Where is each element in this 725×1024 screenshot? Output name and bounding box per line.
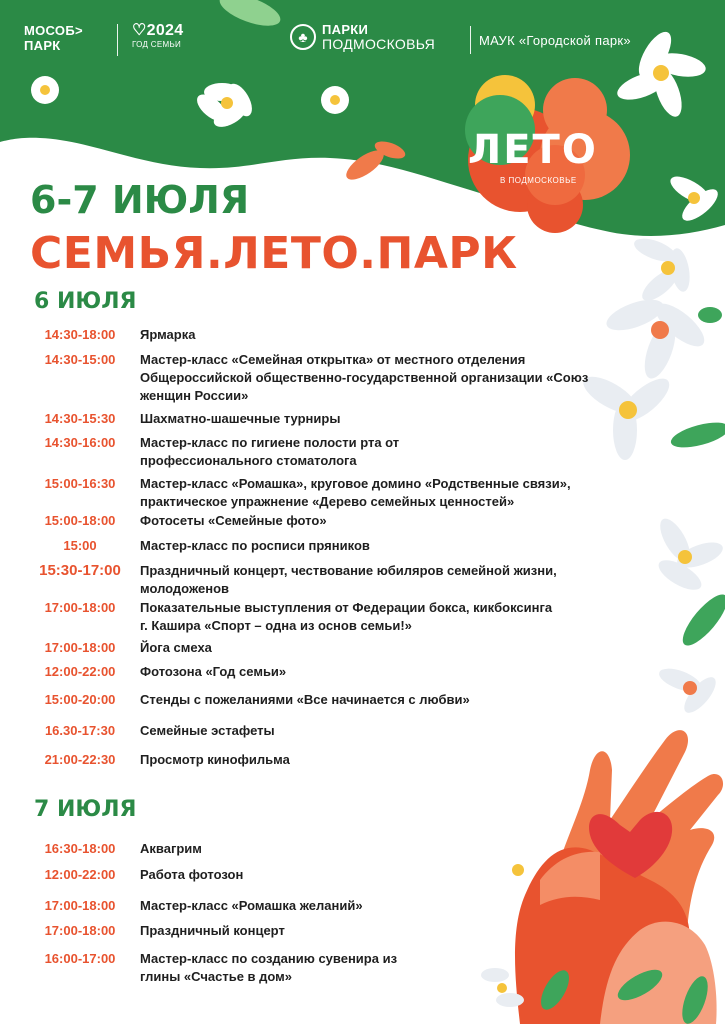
schedule-text: Мастер-класс «Ромашка», круговое домино «Родственные связи», практическое упражнение «Дерево семейных ценностей» <box>140 476 571 509</box>
schedule-time: 15:00-20:00 <box>44 692 116 707</box>
schedule-text: Мастер-класс по росписи пряников <box>140 538 370 553</box>
logo-mosobpark <box>24 23 83 53</box>
logo-mosobpark-line1: МОСОБ> <box>24 23 83 38</box>
logo-parki-line1: ПАРКИ <box>322 22 369 37</box>
schedule-time: 16:30-18:00 <box>44 841 116 856</box>
logo-mosobpark-line2: ПАРК <box>24 38 61 53</box>
schedule-text: Праздничный концерт <box>140 923 285 938</box>
schedule-text: Аквагрим <box>140 841 202 856</box>
schedule-text: Стенды с пожеланиями «Все начинается с любви» <box>140 692 470 707</box>
schedule-time: 14:30-15:00 <box>44 352 116 367</box>
schedule-time: 14:30-16:00 <box>44 435 116 450</box>
schedule-time: 17:00-18:00 <box>44 640 116 655</box>
schedule-time: 17:00-18:00 <box>44 898 116 913</box>
schedule-text: Просмотр кинофильма <box>140 752 290 767</box>
logo-divider <box>470 26 471 54</box>
logo-year-of-family <box>132 22 183 50</box>
logo-year: 2024 <box>146 22 184 39</box>
schedule-text: Фотозона «Год семьи» <box>140 664 287 679</box>
schedule-text: Мастер-класс «Ромашка желаний» <box>140 898 363 913</box>
logo-year-sub: ГОД СЕМЬИ <box>132 40 182 49</box>
logo-parki-line2: ПОДМОСКОВЬЯ <box>322 36 435 52</box>
leto-badge-title: ЛЕТО <box>468 127 598 173</box>
headline-title: СЕМЬЯ.ЛЕТО.ПАРК <box>30 228 518 279</box>
schedule-text: Йога смеха <box>140 640 212 655</box>
logo-parki-podmoskovya <box>322 22 435 52</box>
schedule-time: 17:00-18:00 <box>44 923 116 938</box>
schedule-time: 14:30-15:30 <box>44 411 116 426</box>
schedule-text: Мастер-класс по гигиене полости рта от профессионального стоматолога <box>140 435 400 468</box>
schedule-text: Ярмарка <box>140 327 196 342</box>
schedule-time: 15:00-18:00 <box>44 513 116 528</box>
schedule-time: 16.30-17:30 <box>44 723 116 738</box>
logo-mauk <box>479 33 631 48</box>
schedule-time: 12:00-22:00 <box>44 664 116 679</box>
schedule-text: Семейные эстафеты <box>140 723 275 738</box>
day2-title: 7 ИЮЛЯ <box>34 797 137 822</box>
schedule-time: 15:00 <box>63 538 97 553</box>
logo-divider <box>117 24 118 56</box>
leto-badge-subtitle: В ПОДМОСКОВЬЕ <box>500 176 577 185</box>
logo-mauk-text: МАУК «Городской парк» <box>479 33 631 48</box>
schedule-text: Праздничный концерт, чествование юбиляров семейной жизни, молодоженов <box>140 563 557 596</box>
schedule-time: 21:00-22:30 <box>44 752 116 767</box>
schedule-text: Фотосеты «Семейные фото» <box>140 513 327 528</box>
schedule-text: Работа фотозон <box>140 867 244 882</box>
schedule-time: 15:30-17:00 <box>39 562 121 579</box>
schedule-time: 14:30-18:00 <box>44 327 116 342</box>
schedule-time: 16:00-17:00 <box>44 951 116 966</box>
schedule-time: 15:00-16:30 <box>44 476 116 491</box>
park-tree-icon: ♣ <box>290 24 316 50</box>
heart-icon: ♡ <box>132 22 147 39</box>
hands-illustration <box>481 730 723 1024</box>
headline-dates: 6-7 ИЮЛЯ <box>30 178 250 222</box>
schedule-text: Шахматно-шашечные турниры <box>140 411 341 426</box>
schedule-time: 12:00-22:00 <box>44 867 116 882</box>
schedule-time: 17:00-18:00 <box>44 600 116 615</box>
header-daisy-left <box>31 76 59 104</box>
schedule-text: Мастер-класс «Семейная открытка» от местного отделения Общероссийской общественно-государственной организации «Союз женщин России» <box>140 352 589 403</box>
schedule-text: Показательные выступления от Федерации бокса, кикбоксинга г. Кашира «Спорт – одна из основ семьи!» <box>140 600 553 633</box>
schedule-text: Мастер-класс по созданию сувенира из глины «Счастье в дом» <box>140 951 398 984</box>
day1-title: 6 ИЮЛЯ <box>34 289 137 314</box>
